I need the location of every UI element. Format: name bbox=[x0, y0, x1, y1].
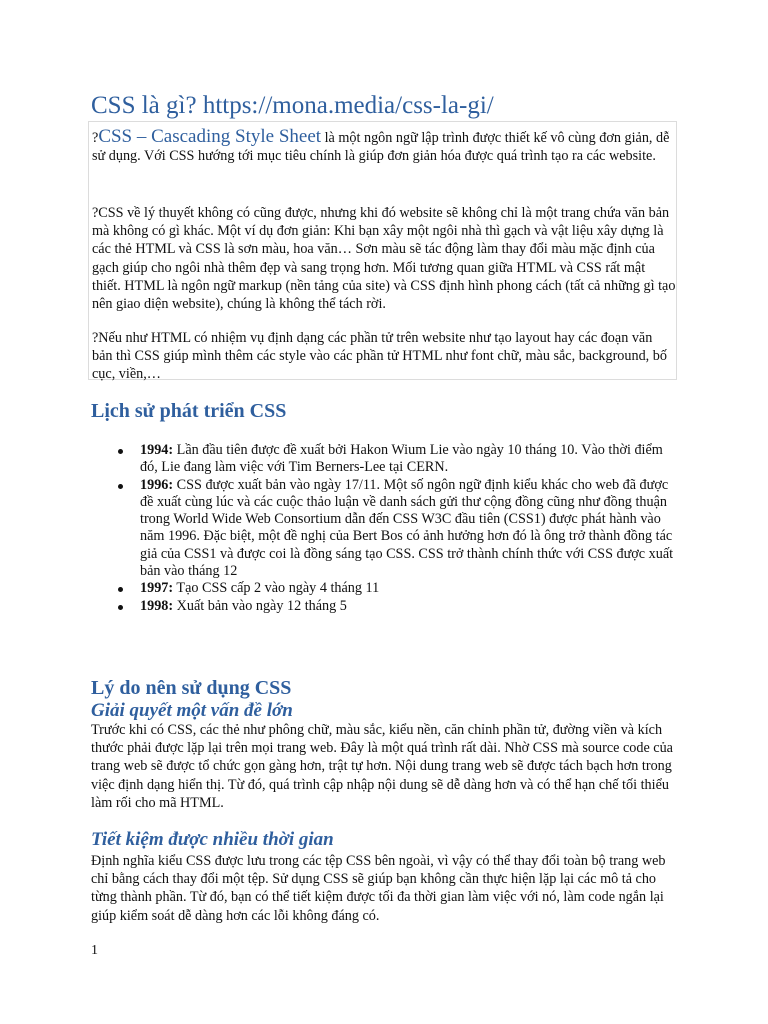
css-definition-link[interactable]: CSS – Cascading Style Sheet bbox=[98, 126, 322, 147]
history-year: 1996: bbox=[140, 476, 174, 493]
intro-paragraph-3: ?Nếu như HTML có nhiệm vụ định dạng các phần tử trên website như tạo layout hay các đoạn văn bản thì CSS giúp mình thêm các style vào các phần tử HTML như font chữ, màu sắc, background, bố cục, viền,… bbox=[92, 330, 667, 383]
list-item bbox=[114, 580, 674, 597]
reason-1-text: Trước khi có CSS, các thẻ như phông chữ, màu sắc, kiểu nền, căn chỉnh phần tử, đường viền và kích thước phải được lặp lại trên mọi trang web. Đây là một quá trình rất dài. Nhờ CSS mà source code của trang web sẽ được tổ chức gọn gàng hơn, trật tự hơn. Nội dung trang web sẽ được tách bạch hơn trong việc định dạng hiển thị. Từ đó, quá trình cập nhập nội dung sẽ dễ dàng hơn và có thể hạn chế tối thiểu làm rối cho mã HTML. bbox=[91, 722, 673, 811]
intro-paragraph-1 bbox=[92, 128, 676, 165]
reason-2-text: Định nghĩa kiểu CSS được lưu trong các tệp CSS bên ngoài, vì vậy có thể thay đổi toàn bộ trang web chỉ bằng cách thay đổi một tệp. Sử dụng CSS sẽ giúp bạn không cần thực hiện lặp lại các mô tả cho từng thành phần. Từ đó, bạn có thể tiết kiệm được tối đa thời gian làm việc với nó, làm code ngắn lại giúp kiểm soát dễ dàng hơn các lỗi không đáng có. bbox=[91, 853, 666, 924]
history-year: 1997: bbox=[140, 580, 174, 597]
intro-paragraph-2: ?CSS về lý thuyết không có cũng được, nhưng khi đó website sẽ không chỉ là một trang chứa văn bản mà không có gì khác. Một ví dụ đơn giản: Khi bạn xây một ngôi nhà thì gạch và vật liệu xây dựng là các thẻ HTML và CSS là sơn màu, hoa văn… Sơn màu sẽ tác động làm thay đổi màu mặc định của gạch giúp cho ngôi nhà thêm đẹp và sang trọng hơn. Mối tương quan giữa HTML và CSS rất mật thiết. HTML là ngôn ngữ markup (nền tảng của site) và CSS định hình phong cách (tất cả những gì tạo nên giao diện website), chúng là không thể tách rời. bbox=[92, 205, 676, 313]
history-year: 1998: bbox=[140, 597, 174, 614]
list-item bbox=[114, 477, 674, 581]
history-text: Lần đầu tiên được đề xuất bởi Hakon Wium Lie vào ngày 10 tháng 10. Vào thời điểm đó, Lie đang làm việc với Tim Berners-Lee tại CERN. bbox=[140, 442, 663, 476]
intro-box bbox=[88, 121, 677, 383]
reason-1-heading: Giải quyết một vấn đề lớn bbox=[91, 700, 293, 721]
history-list bbox=[114, 442, 674, 615]
intro-prefix: ? bbox=[92, 130, 99, 146]
history-year: 1994: bbox=[140, 442, 174, 458]
intro-paragraph-1-text: là một ngôn ngữ lập trình được thiết kế vô cùng đơn giản, dễ sử dụng. Với CSS hướng tới mục tiêu chính là giúp đơn giản hóa được quá trình tạo ra các website. bbox=[92, 130, 670, 165]
history-text: CSS được xuất bản vào ngày 17/11. Một số ngôn ngữ định kiểu khác cho web đã được đề xuất cùng lúc và các cuộc thảo luận về danh sách gửi thư cộng đồng cũng như đồng thuận trong World Wide Web Consortium dẫn đến CSS W3C đầu tiên (CSS1) được phát hành vào năm 1996. Đặc biệt, một đề nghị của Bert Bos có ảnh hưởng hơn đó là ông trở thành đồng tác giả của CSS1 và được coi là đồng sáng tạo CSS. CSS trở thành chính thức với CSS được xuất bản vào tháng 12 bbox=[140, 476, 674, 580]
history-text: Xuất bản vào ngày 12 tháng 5 bbox=[173, 597, 347, 614]
page-number: 1 bbox=[91, 943, 98, 958]
reason-2-heading: Tiết kiệm được nhiều thời gian bbox=[91, 829, 334, 850]
list-item bbox=[114, 442, 674, 477]
history-heading: Lịch sử phát triển CSS bbox=[91, 400, 287, 422]
reasons-heading: Lý do nên sử dụng CSS bbox=[91, 677, 292, 699]
history-text: Tạo CSS cấp 2 vào ngày 4 tháng 11 bbox=[173, 580, 380, 597]
page-title: CSS là gì? https://mona.media/css-la-gi/ bbox=[91, 92, 494, 119]
list-item bbox=[114, 598, 674, 615]
